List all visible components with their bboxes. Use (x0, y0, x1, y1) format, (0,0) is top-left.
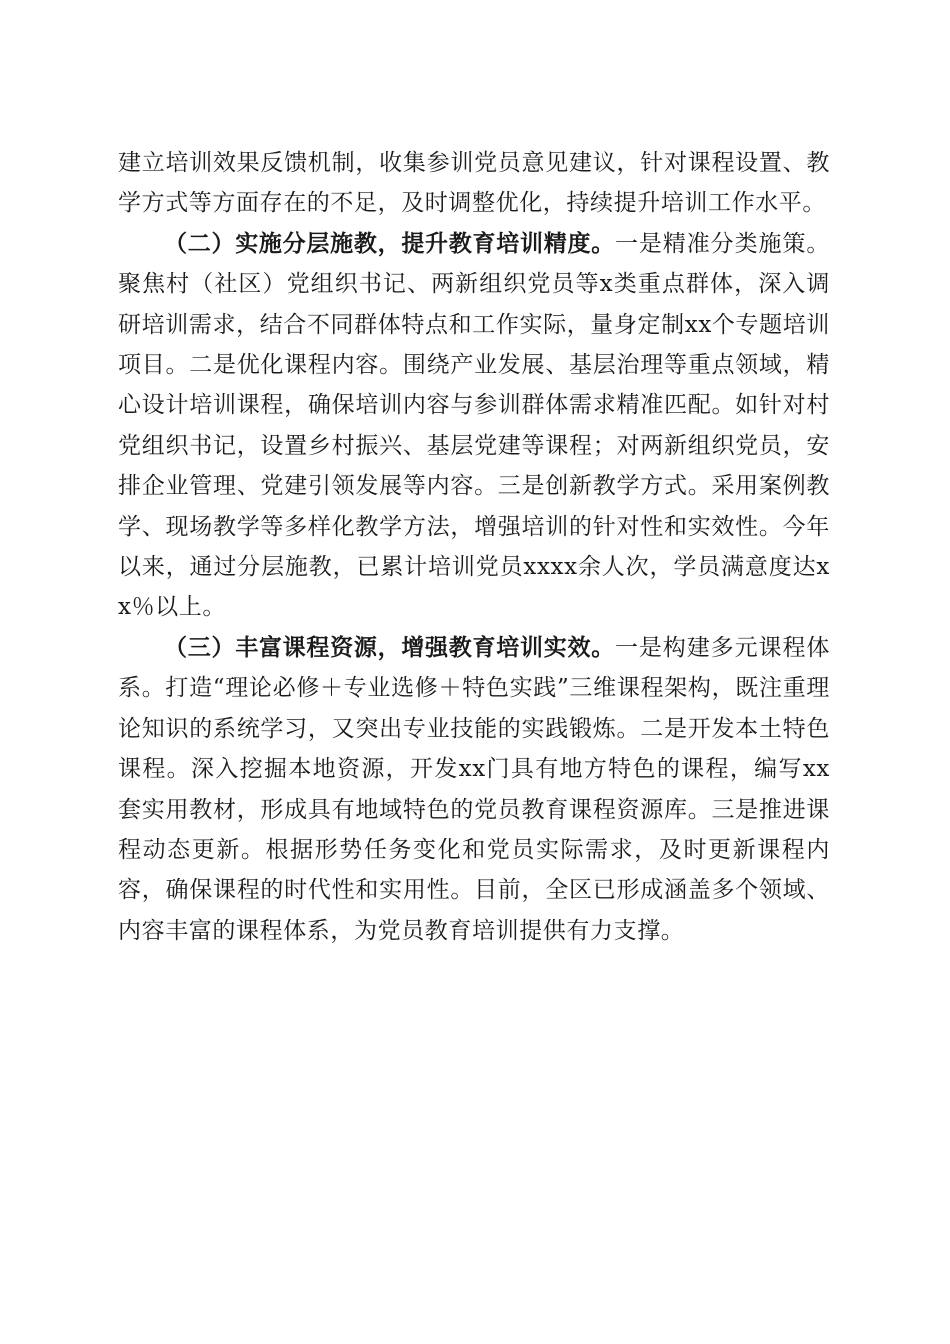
paragraph-course-resources (118, 628, 830, 951)
section-heading-3: （三）丰富课程资源，增强教育培训实效。 (164, 634, 615, 661)
section-heading-2: （二）实施分层施教，提升教育培训精度。 (164, 230, 615, 257)
paragraph-layered-teaching (118, 224, 830, 628)
paragraph-feedback-mechanism (118, 143, 830, 224)
paragraph-text: 一是精准分类施策。聚焦村（社区）党组织书记、两新组织党员等x类重点群体，深入调研培训需求，结合不同群体特点和工作实际，量身定制xx个专题培训项目。二是优化课程内容。围绕产业发展、基层治理等重点领域，精心设计培训课程，确保培训内容与参训群体需求精准匹配。如针对村党组织书记，设置乡村振兴、基层党建等课程；对两新组织党员，安排企业管理、党建引领发展等内容。三是创新教学方式。采用案例教学、现场教学等多样化教学方法，增强培训的针对性和实效性。今年以来，通过分层施教，已累计培训党员xxxx余人次，学员满意度达xx％以上。 (118, 230, 830, 621)
paragraph-text: 建立培训效果反馈机制，收集参训党员意见建议，针对课程设置、教学方式等方面存在的不足，及时调整优化，持续提升培训工作水平。 (118, 150, 830, 217)
document-body (118, 143, 830, 951)
paragraph-text: 一是构建多元课程体系。打造“理论必修＋专业选修＋特色实践”三维课程架构，既注重理论知识的系统学习，又突出专业技能的实践锻炼。二是开发本土特色课程。深入挖掘本地资源，开发xx门具有地方特色的课程，编写xx套实用教材，形成具有地域特色的党员教育课程资源库。三是推进课程动态更新。根据形势任务变化和党员实际需求，及时更新课程内容，确保课程的时代性和实用性。目前，全区已形成涵盖多个领域、内容丰富的课程体系，为党员教育培训提供有力支撑。 (118, 634, 830, 944)
